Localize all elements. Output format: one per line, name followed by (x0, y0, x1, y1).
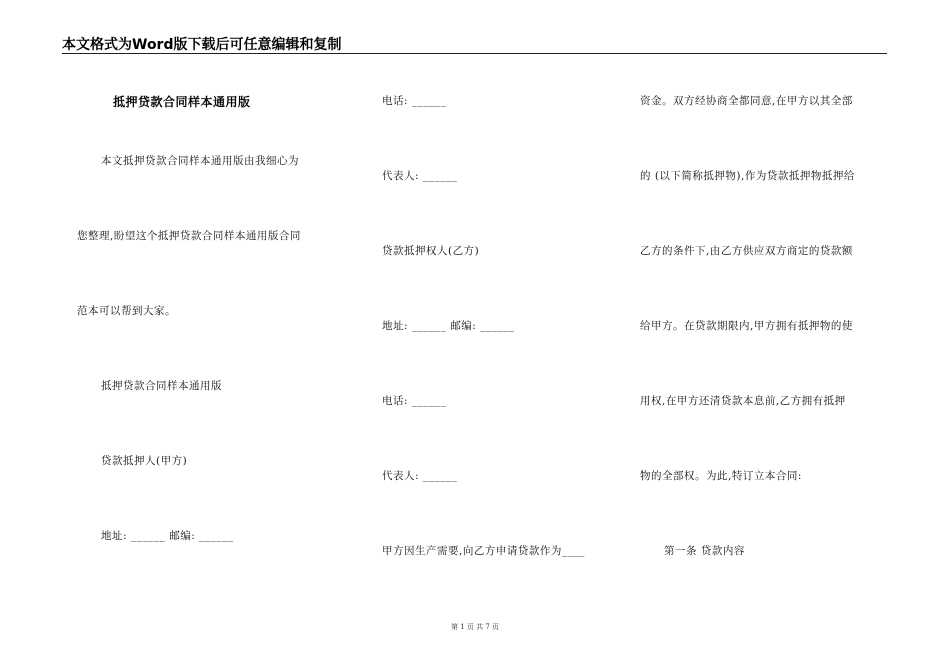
party-b-address: 地址: ______ 邮编: ______ (382, 320, 515, 332)
document-title: 抵押贷款合同样本通用版 (113, 95, 251, 109)
header-banner: 本文格式为Word版下载后可任意编辑和复制 (62, 37, 342, 53)
header-divider (62, 53, 887, 54)
text-line: 乙方的条件下,由乙方供应双方商定的贷款额 (640, 245, 853, 257)
text-line: 您整理,盼望这个抵押贷款合同样本通用版合同 (77, 230, 301, 242)
party-b-representative: 代表人: ______ (382, 470, 458, 482)
section-heading: 抵押贷款合同样本通用版 (101, 380, 222, 392)
party-a-label: 贷款抵押人(甲方) (101, 455, 188, 467)
party-a-representative: 代表人: ______ (382, 170, 458, 182)
text-line: 本文抵押贷款合同样本通用版由我细心为 (101, 155, 299, 167)
text-line: 范本可以帮到大家。 (77, 305, 176, 317)
party-b-phone: 电话: ______ (382, 395, 447, 407)
text-line: 用权,在甲方还清贷款本息前,乙方拥有抵押 (640, 395, 846, 407)
text-line: 的 (以下简称抵押物),作为贷款抵押物抵押给 (640, 170, 855, 182)
text-line: 给甲方。在贷款期限内,甲方拥有抵押物的使 (640, 320, 853, 332)
party-a-address: 地址: ______ 邮编: ______ (101, 530, 234, 542)
party-a-phone: 电话: ______ (382, 95, 447, 107)
page-number: 第 1 页 共 7 页 (450, 623, 500, 631)
article-heading: 第一条 贷款内容 (664, 545, 745, 557)
text-line: 甲方因生产需要,向乙方申请贷款作为____ (382, 545, 585, 557)
text-line: 资金。双方经协商全都同意,在甲方以其全部 (640, 95, 853, 107)
party-b-label: 贷款抵押权人(乙方) (382, 245, 480, 257)
text-line: 物的全部权。为此,特订立本合同: (640, 470, 802, 482)
